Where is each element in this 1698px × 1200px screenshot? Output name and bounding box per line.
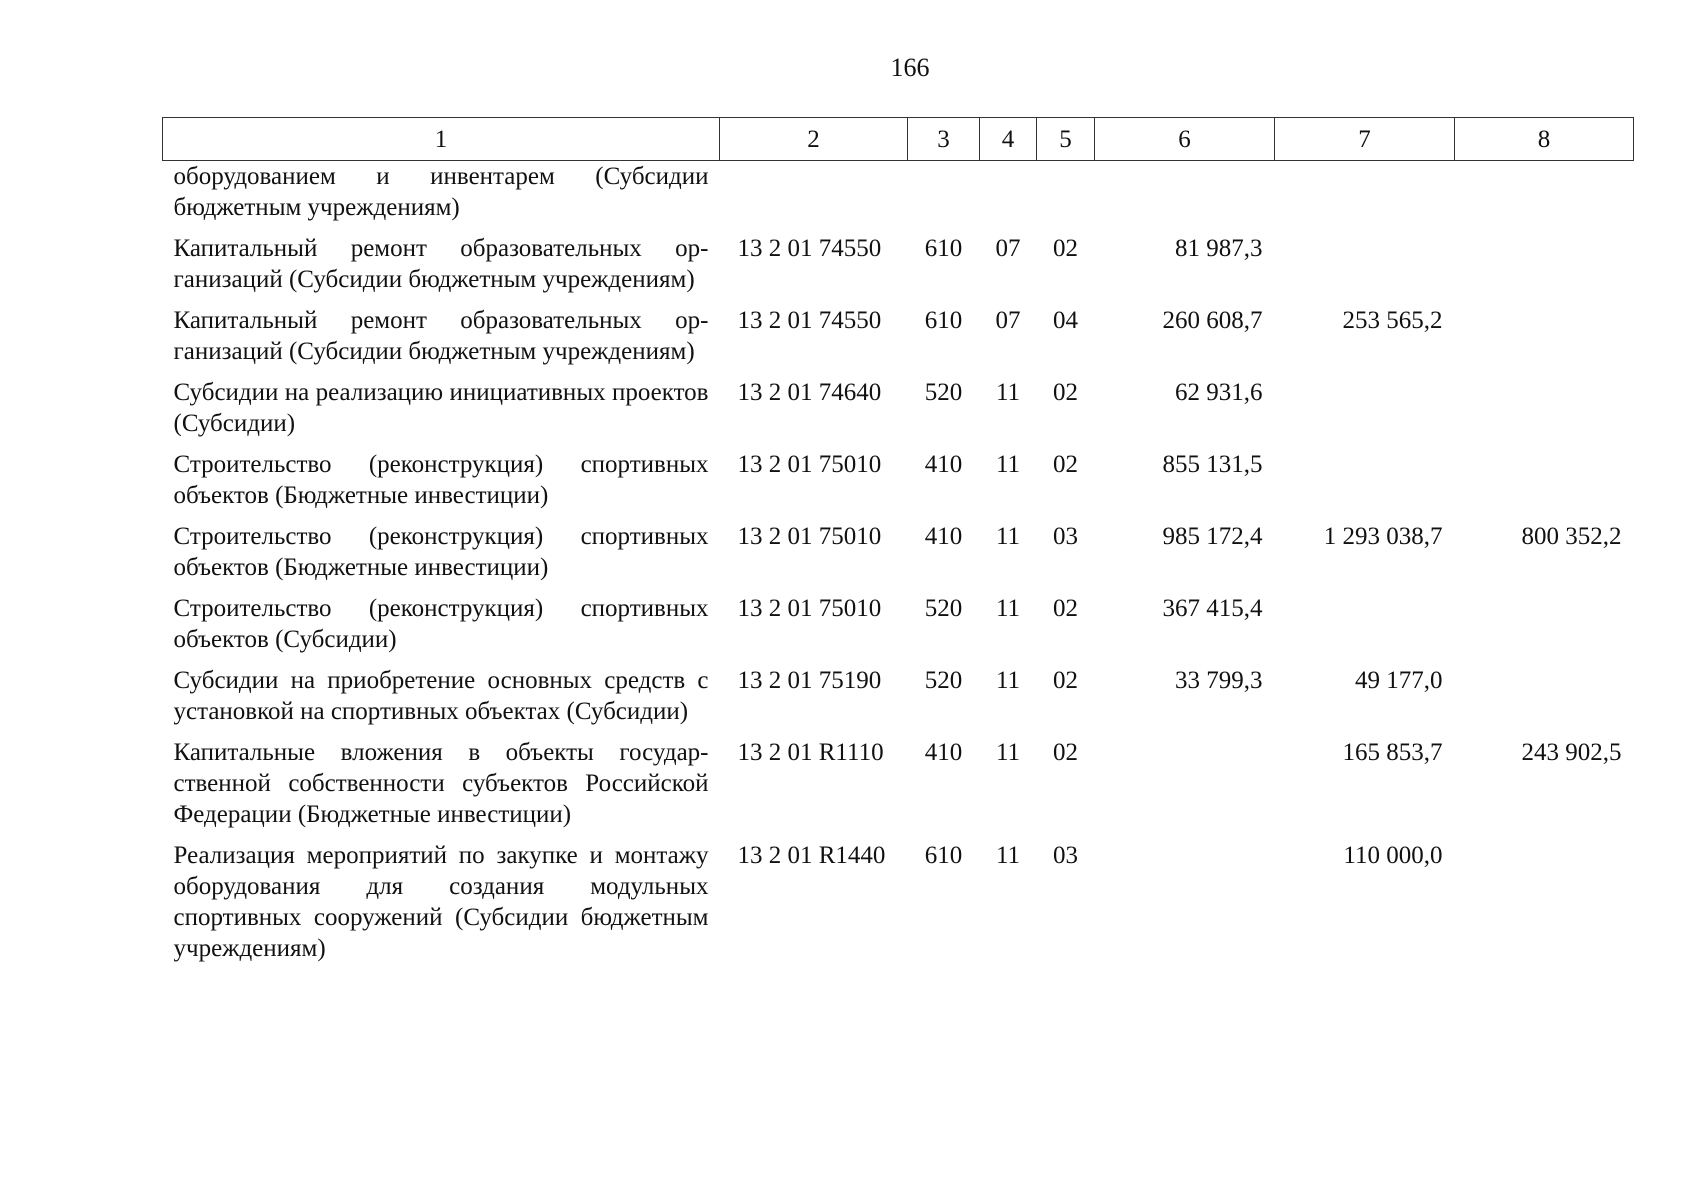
row-subsection: 04 xyxy=(1053,307,1078,334)
row-amount-col6: 985 172,4 xyxy=(1162,523,1263,550)
table-body xyxy=(163,161,1634,975)
row-amount-col6 xyxy=(1095,737,1275,840)
row-expense-type: 520 xyxy=(924,667,963,694)
column-header: 1 xyxy=(163,118,720,161)
row-amount-col8 xyxy=(1455,449,1634,521)
row-section: 07 xyxy=(995,235,1021,262)
row-amount-col7 xyxy=(1275,233,1455,305)
row-target-code: 13 2 01 75010 xyxy=(737,595,882,622)
row-amount-col6: 33 799,3 xyxy=(1175,667,1263,694)
table-row xyxy=(163,593,1634,665)
row-amount-col7: 110 000,0 xyxy=(1343,842,1443,869)
row-amount-col8 xyxy=(1455,161,1634,234)
row-amount-col6: 855 131,5 xyxy=(1162,451,1263,478)
row-expense-type: 410 xyxy=(924,523,963,550)
row-amount-col7 xyxy=(1275,161,1455,234)
row-name: Строительство (реконструкция) спортивных объектов (Субсидии) xyxy=(173,595,709,653)
column-header: 8 xyxy=(1455,118,1634,161)
row-amount-col6 xyxy=(1095,161,1275,234)
row-expense-type xyxy=(908,161,980,234)
row-section: 07 xyxy=(995,307,1021,334)
table-row xyxy=(163,840,1634,974)
row-target-code: 13 2 01 R1440 xyxy=(737,842,886,869)
row-subsection: 02 xyxy=(1053,667,1078,694)
row-target-code: 13 2 01 75010 xyxy=(737,523,882,550)
row-amount-col6: 260 608,7 xyxy=(1162,307,1263,334)
row-section: 11 xyxy=(995,595,1021,622)
column-header: 4 xyxy=(980,118,1037,161)
table-row xyxy=(163,521,1634,593)
row-amount-col6: 62 931,6 xyxy=(1175,379,1263,406)
row-amount-col8 xyxy=(1455,305,1634,377)
column-header: 7 xyxy=(1275,118,1455,161)
row-amount-col7: 165 853,7 xyxy=(1342,739,1443,766)
table-row xyxy=(163,449,1634,521)
row-target-code: 13 2 01 74550 xyxy=(737,235,882,262)
row-target-code: 13 2 01 74640 xyxy=(737,379,882,406)
row-target-code xyxy=(720,161,908,234)
row-section: 11 xyxy=(995,667,1021,694)
row-amount-col7 xyxy=(1275,593,1455,665)
table-row xyxy=(163,377,1634,449)
row-expense-type: 410 xyxy=(924,739,963,766)
table-row xyxy=(163,305,1634,377)
row-target-code: 13 2 01 75010 xyxy=(737,451,882,478)
table-row xyxy=(163,665,1634,737)
row-target-code: 13 2 01 75190 xyxy=(737,667,882,694)
row-section xyxy=(980,161,1037,234)
column-header: 6 xyxy=(1095,118,1275,161)
budget-table xyxy=(162,117,1634,974)
table-row xyxy=(163,161,1634,234)
row-name: Капитальный ремонт образовательных организаций (Субсидии бюджетным учреждениям) xyxy=(173,235,709,293)
row-amount-col8 xyxy=(1455,233,1634,305)
row-section: 11 xyxy=(995,451,1021,478)
row-name: Строительство (реконструкция) спортивных объектов (Бюджетные инвестиции) xyxy=(173,451,709,509)
row-amount-col8 xyxy=(1455,593,1634,665)
row-amount-col7: 253 565,2 xyxy=(1342,307,1443,334)
row-amount-col7: 1 293 038,7 xyxy=(1323,523,1443,550)
row-amount-col7: 49 177,0 xyxy=(1355,667,1443,694)
row-expense-type: 410 xyxy=(924,451,963,478)
row-expense-type: 610 xyxy=(924,842,963,869)
row-subsection: 02 xyxy=(1053,739,1078,766)
row-target-code: 13 2 01 74550 xyxy=(737,307,882,334)
page-number: 166 xyxy=(890,53,930,82)
row-amount-col8 xyxy=(1455,665,1634,737)
row-subsection: 03 xyxy=(1053,842,1078,869)
row-section: 11 xyxy=(995,842,1021,869)
row-name: Реализация мероприятий по закупке и монтажу оборудования для создания модульных спортивных сооружений (Субсидии бюджетным учреждениям) xyxy=(173,842,709,962)
row-amount-col7 xyxy=(1275,377,1455,449)
row-amount-col8 xyxy=(1455,377,1634,449)
row-amount-col8 xyxy=(1455,840,1634,974)
row-name: оборудованием и инвентарем (Субсидии бюджетным учреждениям) xyxy=(173,163,709,221)
row-subsection: 02 xyxy=(1053,379,1078,406)
row-expense-type: 520 xyxy=(924,379,963,406)
row-subsection xyxy=(1037,161,1095,234)
table-row xyxy=(163,737,1634,840)
row-subsection: 02 xyxy=(1053,235,1078,262)
row-name: Капитальный ремонт образовательных организаций (Субсидии бюджетным учреждениям) xyxy=(173,307,709,365)
row-amount-col8: 243 902,5 xyxy=(1521,739,1622,766)
row-expense-type: 520 xyxy=(924,595,963,622)
row-target-code: 13 2 01 R1110 xyxy=(737,739,884,766)
row-name: Строительство (реконструкция) спортивных объектов (Бюджетные инвестиции) xyxy=(173,523,709,581)
row-section: 11 xyxy=(995,379,1021,406)
row-amount-col6: 367 415,4 xyxy=(1162,595,1263,622)
row-subsection: 03 xyxy=(1053,523,1078,550)
row-amount-col6: 81 987,3 xyxy=(1175,235,1263,262)
table-header xyxy=(163,118,1634,161)
row-section: 11 xyxy=(995,739,1021,766)
row-amount-col6 xyxy=(1095,840,1275,974)
table-row xyxy=(163,233,1634,305)
column-header: 5 xyxy=(1037,118,1095,161)
row-amount-col8: 800 352,2 xyxy=(1521,523,1622,550)
row-name: Субсидии на приобретение основных средств с установкой на спортивных объектах (Субсидии) xyxy=(173,667,709,725)
column-header: 3 xyxy=(908,118,980,161)
column-header: 2 xyxy=(720,118,908,161)
row-name: Субсидии на реализацию инициативных проектов (Субсидии) xyxy=(173,379,709,437)
row-subsection: 02 xyxy=(1053,451,1078,478)
row-subsection: 02 xyxy=(1053,595,1078,622)
row-expense-type: 610 xyxy=(924,307,963,334)
row-amount-col7 xyxy=(1275,449,1455,521)
row-name: Капитальные вложения в объекты государственной собственности субъектов Российской Федерации (Бюджетные инвестиции) xyxy=(173,739,709,828)
row-expense-type: 610 xyxy=(924,235,963,262)
row-section: 11 xyxy=(995,523,1021,550)
